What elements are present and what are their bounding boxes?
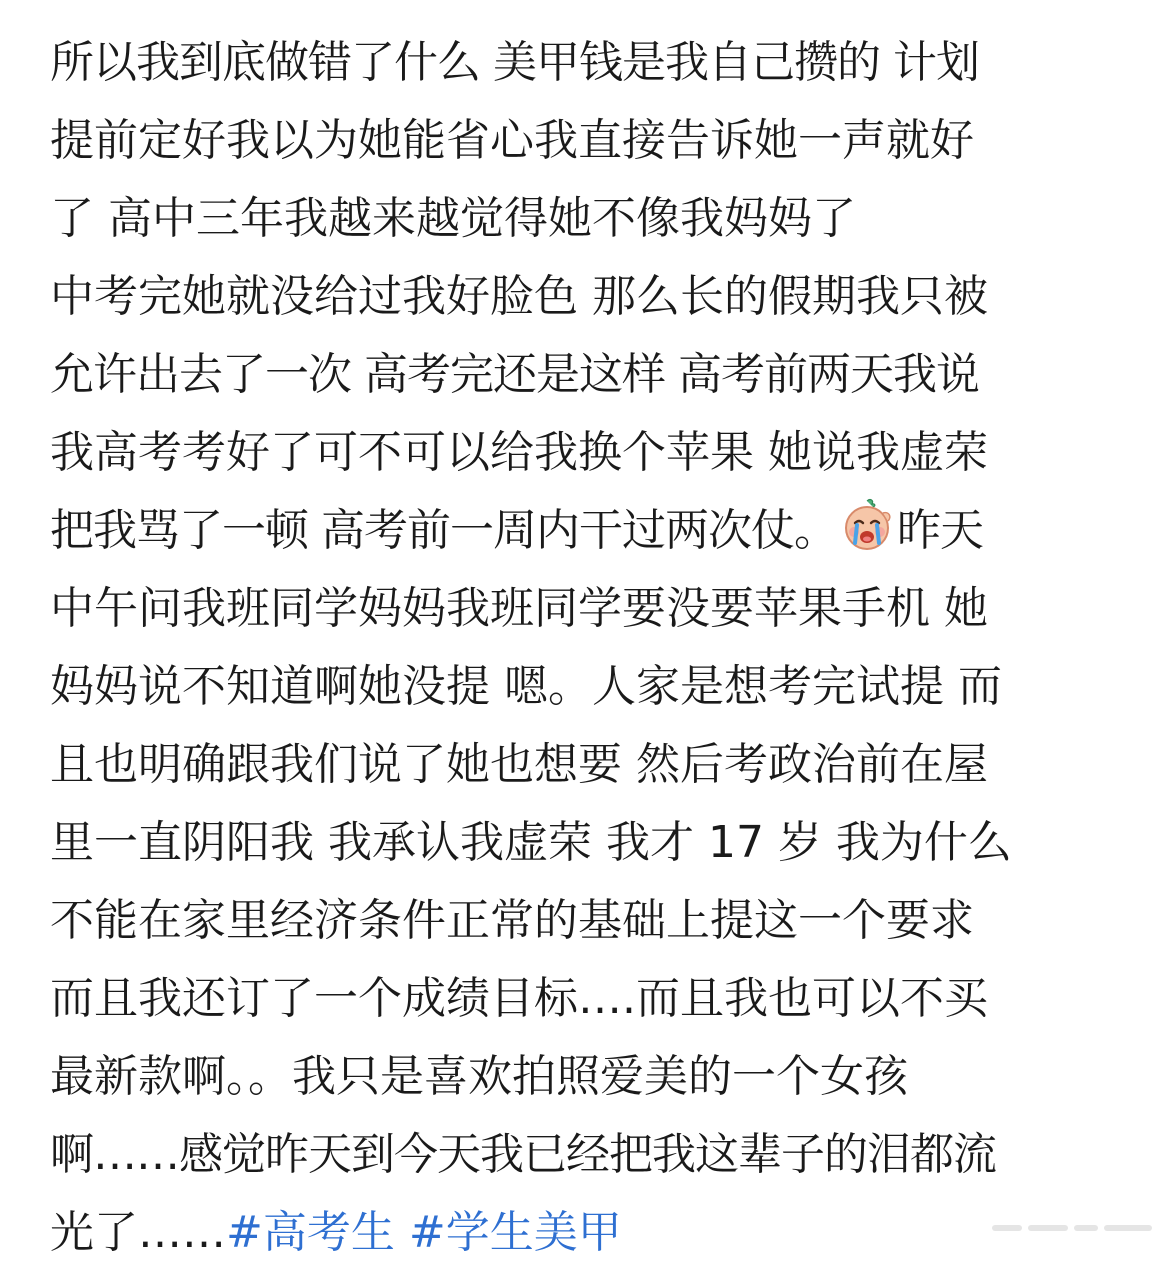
post-line-14: 最新款啊。。我只是喜欢拍照爱美的一个女孩 <box>50 1051 908 1102</box>
post-line-12: 不能在家里经济条件正常的基础上提这一个要求 <box>50 895 974 946</box>
post-line-15: 啊……感觉昨天到今天我已经把我这辈子的泪都流 <box>50 1129 996 1180</box>
post-line-4: 中考完她就没给过我好脸色 那么长的假期我只被 <box>50 271 988 322</box>
hashtag-link-xueshengmeijia[interactable]: #学生美甲 <box>408 1207 622 1258</box>
post-line-3: 了 高中三年我越来越觉得她不像我妈妈了 <box>50 193 856 244</box>
post-line-2: 提前定好我以为她能省心我直接告诉她一声就好 <box>50 115 974 166</box>
post-line-8: 中午问我班同学妈妈我班同学要没要苹果手机 她 <box>50 583 988 634</box>
hashtag-link-gaokaosheng[interactable]: #高考生 <box>226 1207 395 1258</box>
post-line-5: 允许出去了一次 高考完还是这样 高考前两天我说 <box>50 349 979 400</box>
post-line-16 <box>50 1194 1140 1272</box>
watermark-placeholder <box>992 1216 1152 1240</box>
post-line-11: 里一直阴阳我 我承认我虚荣 我才 17 岁 我为什么 <box>50 817 1012 868</box>
post-line-10: 且也明确跟我们说了她也想要 然后考政治前在屋 <box>50 739 988 790</box>
post-body <box>50 24 1140 1272</box>
post-line-16-text: 光了…… <box>50 1207 226 1258</box>
crying-baby-emoji-icon <box>839 497 895 553</box>
post-line-7 <box>50 492 1140 570</box>
post-line-7-text: 把我骂了一顿 高考前一周内干过两次仗。 <box>50 505 837 556</box>
post-line-1: 所以我到底做错了什么 美甲钱是我自己攒的 计划 <box>50 37 979 88</box>
post-line-6: 我高考考好了可不可以给我换个苹果 她说我虚荣 <box>50 427 988 478</box>
post-line-13: 而且我还订了一个成绩目标….而且我也可以不买 <box>50 973 988 1024</box>
post-line-9: 妈妈说不知道啊她没提 嗯。人家是想考完试提 而 <box>50 661 1002 712</box>
post-line-7-tail: 昨天 <box>897 505 983 556</box>
